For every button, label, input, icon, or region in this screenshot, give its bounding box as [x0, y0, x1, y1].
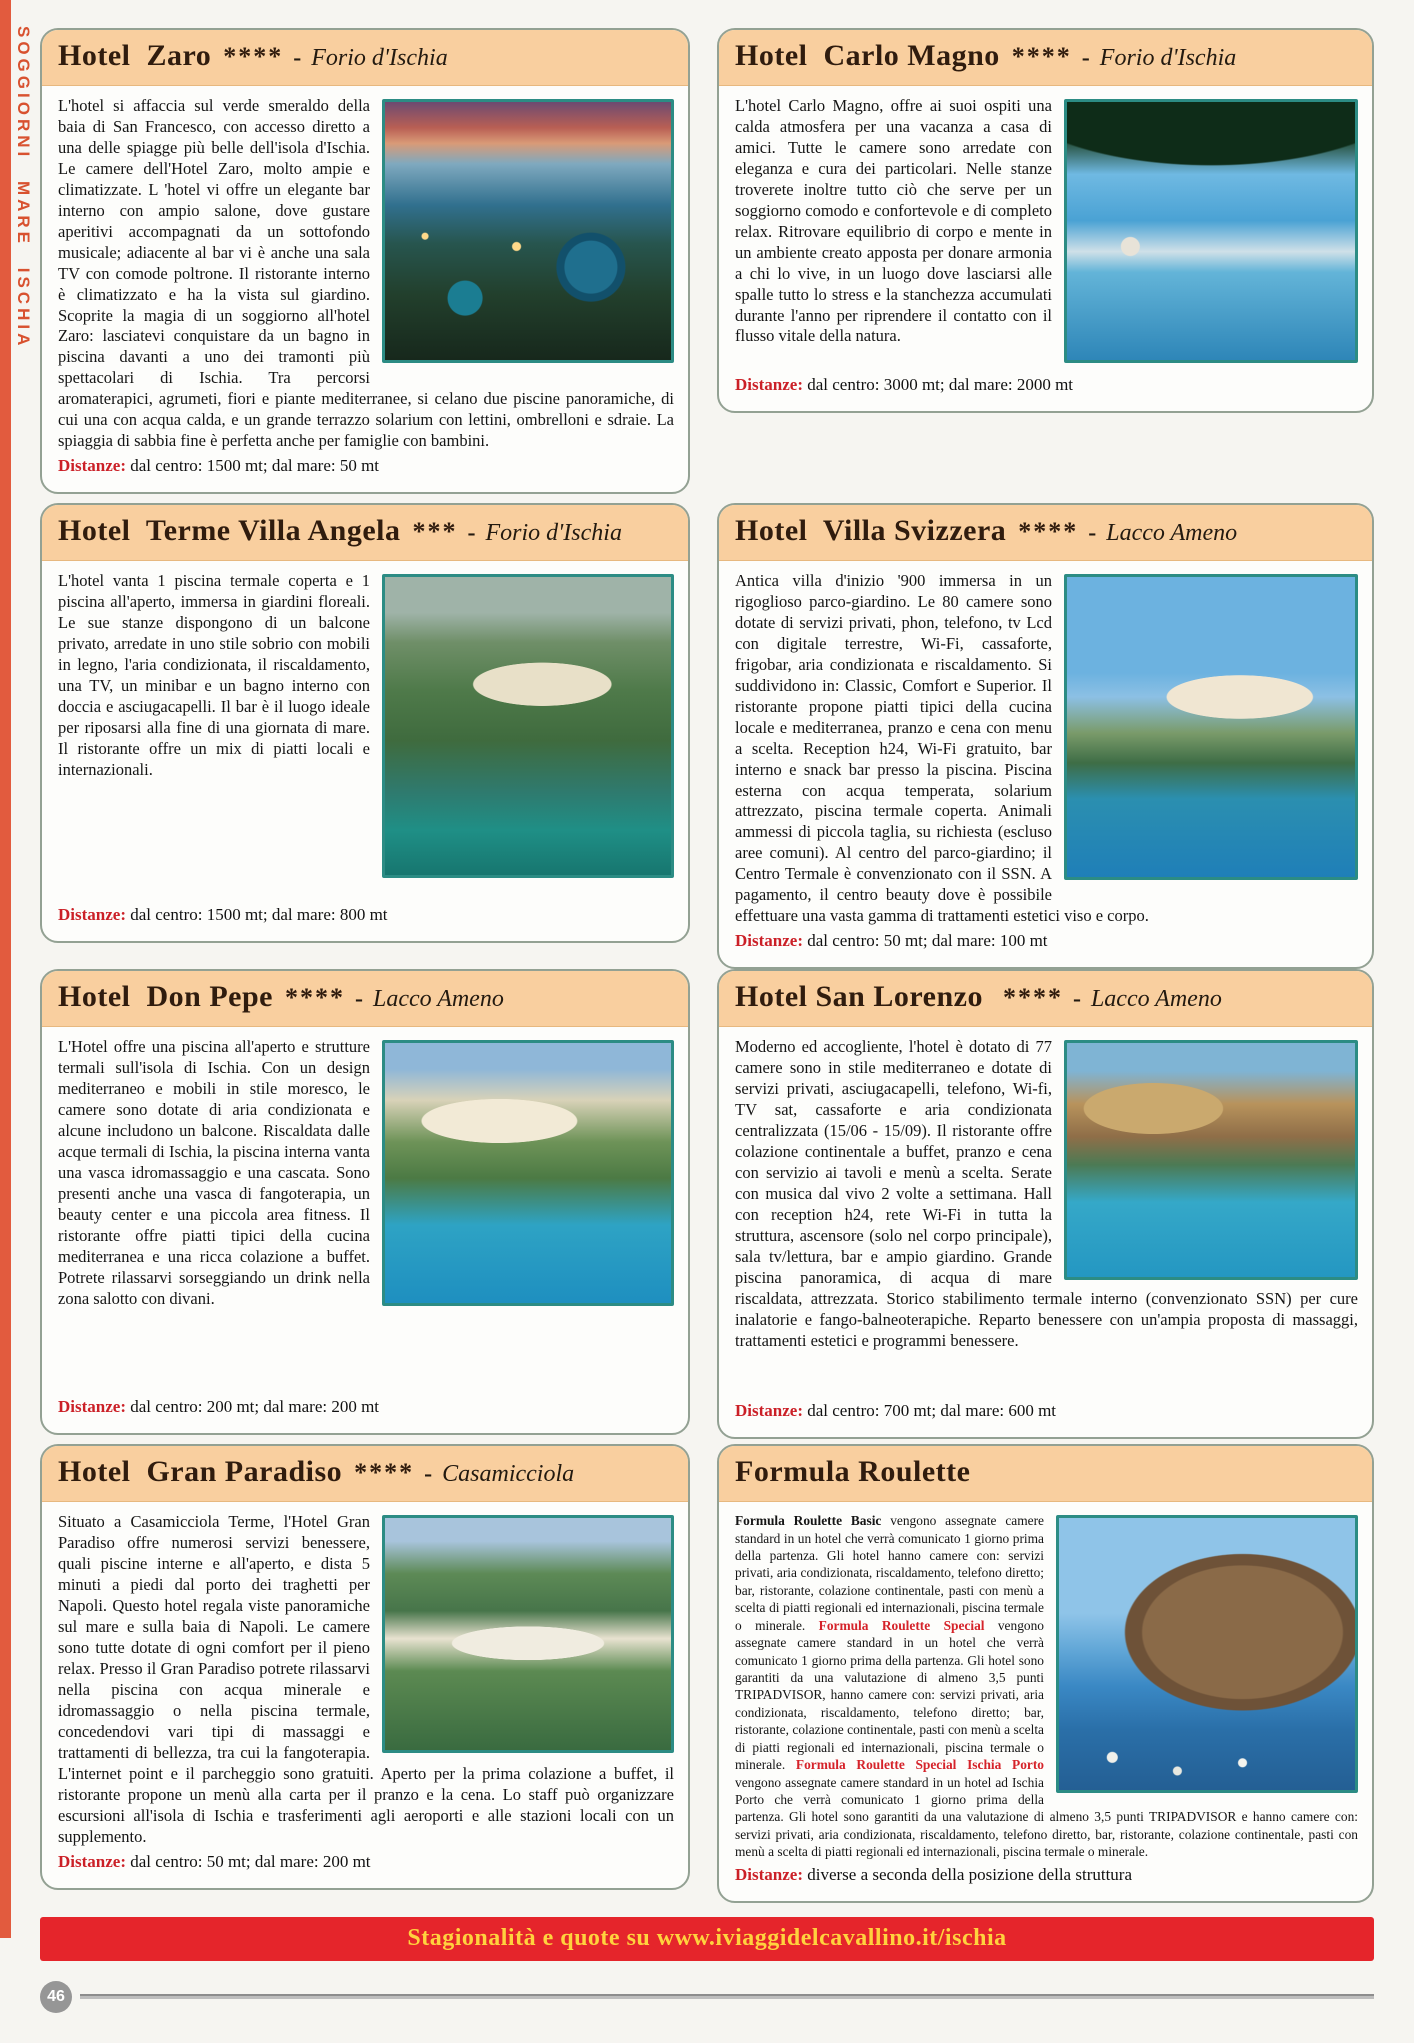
hotel-cards-grid [40, 28, 1374, 1903]
card-header [719, 971, 1372, 1027]
distances-line [42, 456, 688, 492]
distances-line [42, 1852, 688, 1888]
star-rating: **** [1002, 983, 1063, 1013]
star-rating: **** [1018, 517, 1079, 546]
page-footer [40, 1981, 1374, 2043]
title-separator: - [1081, 45, 1090, 71]
card-body [42, 1502, 688, 1852]
star-rating: **** [1011, 42, 1072, 71]
card-body [42, 561, 688, 905]
distances-label: Distanze: [58, 1397, 126, 1417]
hotel-card-terme-villa-angela [40, 503, 690, 943]
hotel-description: L'hotel vanta 1 piscina termale coperta e 1 piscina all'aperto, immersa in giardini floreali. Le sue stanze dispongono di un balcone privato, arredate in uno stile sobrio con mobili in legno, l'aria condizionata, il riscaldamento, una TV, un minibar e un bagno interno con doccia e asciugacapelli. Il bar è il luogo ideale per riposarsi alla fine di una giornata di mare. Il ristorante offre un mix di piatti locali e internazionali. [58, 571, 674, 781]
distances-line [719, 1401, 1372, 1437]
hotel-name: Hotel Gran Paradiso [58, 1455, 343, 1489]
hotel-description: Antica villa d'inizio '900 immersa in un rigoglioso parco-giardino. Le 80 camere sono dotate di servizi privati, phon, telefono, tv Lcd con digitale terrestre, Wi-Fi, cassaforte, frigobar, aria condizionata e riscaldamento. Si suddividono in: Classic, Comfort e Superior. Il ristorante propone piatti tipici della cucina locale e mediterranea, pranzo e cena con menu a scelta. Reception h24, Wi-Fi gratuito, bar interno e snack bar presso la piscina. Piscina esterna con acqua temperata, solarium attrezzato, piscina termale coperta. Animali ammessi di piccola taglia, su richiesta (escluso aree comuni). Al centro del parco-giardino; il Centro Termale è convenzionato con il SSN. A pagamento, il centro beauty dove è possibile effettuare una vasta gamma di trattamenti estetici viso e corpo. [735, 571, 1358, 927]
distances-line [42, 905, 688, 941]
hotel-photo [1064, 574, 1358, 880]
distances-value: dal centro: 700 mt; dal mare: 600 mt [807, 1401, 1057, 1421]
hotel-location: Casamicciola [442, 1461, 575, 1488]
card-body [719, 1027, 1372, 1401]
hotel-card-zaro [40, 28, 690, 494]
hotel-photo [382, 99, 674, 363]
offer-photo [1056, 1515, 1358, 1793]
offer-card-formula-roulette [717, 1444, 1374, 1902]
hotel-description: L'Hotel offre una piscina all'aperto e strutture termali sull'isola di Ischia. Con un design mediterraneo e mobili in stile moresco, le camere sono dotate di aria condizionata e alcune includono un balcone. Riscaldata dalle acque termali di Ischia, la piscina interna vanta una vasca idromassaggio e una cascata. Sono presenti anche una vasca di fangoterapia, un beauty center e una piccola area fitness. Il ristorante offre piatti tipici della cucina mediterranea e una ricca colazione a buffet. Potrete rilassarvi sorseggiando un drink nella zona salotto con divani. [58, 1037, 674, 1309]
distances-value: dal centro: 200 mt; dal mare: 200 mt [130, 1397, 380, 1417]
hotel-location: Forio d'Ischia [311, 45, 448, 71]
hotel-location: Forio d'Ischia [1099, 45, 1237, 71]
card-header [42, 971, 688, 1027]
title-separator: - [293, 45, 302, 71]
hotel-card-san-lorenzo [717, 969, 1374, 1439]
hotel-location: Lacco Ameno [1090, 986, 1222, 1013]
title-separator: - [467, 520, 476, 546]
title-separator: - [354, 986, 363, 1013]
title-separator: - [1088, 520, 1097, 546]
card-body [42, 86, 688, 456]
star-rating: **** [223, 42, 284, 71]
hotel-description: Situato a Casamicciola Terme, l'Hotel Gran Paradiso offre numerosi servizi benessere, quali piscine interne e all'aperto, e dista 5 minuti a piedi dal porto dei traghetti per Napoli. Questo hotel regala viste panoramiche sul mare e sulla baia di Napoli. Le camere sono tutte dotate di ogni comfort per il pieno relax. Presso il Gran Paradiso potrete rilassarvi nella piscina con acqua minerale e idromassaggio o nella piscina termale, concedendovi vari tipi di massaggi e trattamenti di bellezza, tra cui la fangoterapia. L'internet point e il parcheggio sono gratuiti. Aperto per la prima colazione a buffet, il ristorante propone un menù alla carta per il pranzo e la cena. Lo staff può organizzare escursioni all'isola di Ischia e trasferimenti agli aeroporti e alle stazioni locali con un supplemento. [58, 1512, 674, 1846]
distances-line [42, 1397, 688, 1433]
section-label-vertical: SOGGIORNI MARE ISCHIA [14, 26, 33, 350]
distances-value: dal centro: 1500 mt; dal mare: 800 mt [130, 905, 388, 924]
card-body [42, 1027, 688, 1397]
distances-label: Distanze: [58, 456, 126, 476]
hotel-location: Lacco Ameno [1106, 520, 1238, 546]
card-header [42, 505, 688, 561]
offer-title: Formula Roulette [735, 1455, 971, 1489]
hotel-photo [1064, 99, 1358, 363]
star-rating: **** [284, 983, 345, 1013]
card-body [719, 86, 1372, 375]
page-number-badge: 46 [40, 1981, 72, 2013]
catalog-page [40, 0, 1374, 2043]
hotel-card-carlo-magno [717, 28, 1374, 413]
card-header [719, 30, 1372, 86]
distances-label: Distanze: [735, 1864, 803, 1884]
hotel-location: Lacco Ameno [372, 986, 504, 1013]
footer-rule [80, 1994, 1374, 1999]
distances-value: dal centro: 1500 mt; dal mare: 50 mt [130, 456, 380, 476]
hotel-description: L'hotel si affaccia sul verde smeraldo della baia di San Francesco, con accesso diretto a una delle spiagge più belle dell'isola d'Ischia. Le camere dell'Hotel Zaro, molto ampie e climatizzate. L 'hotel vi offre un elegante bar interno con ampio salone, dove gustare aperitivi accompagnati da un sottofondo musicale; adiacente al bar vi è anche una sala TV con comode poltrone. Il ristorante interno è climatizzato e ha la vista sul giardino. Scoprite la magia di un soggiorno all'hotel Zaro: lasciatevi conquistare da un bagno in piscina davanti a uno dei tramonti più spettacolari di Ischia. Tra percorsi aromaterapici, agrumeti, fiori e piante mediterranee, si celano due piscine panoramiche, di cui una con acqua calda, e un grande terrazzo solarium con lettini, ombrelloni e sdraie. La spiaggia di sabbia fine è perfetta anche per famiglie con bambini. [58, 96, 674, 451]
card-header [42, 1446, 688, 1502]
hotel-photo [1064, 1040, 1358, 1280]
distances-value: dal centro: 3000 mt; dal mare: 2000 mt [807, 375, 1074, 394]
distances-label: Distanze: [58, 1852, 126, 1872]
card-header [719, 1446, 1372, 1502]
footer-banner-link[interactable]: Stagionalità e quote su www.iviaggidelcavallino.it/ischia [407, 1925, 1007, 1952]
offer-special-label: Formula Roulette Special [818, 1617, 998, 1633]
distances-line [719, 375, 1372, 411]
distances-value: dal centro: 50 mt; dal mare: 100 mt [807, 931, 1048, 951]
title-separator: - [424, 1461, 433, 1488]
hotel-name: Hotel Villa Svizzera [735, 514, 1007, 547]
hotel-description: L'hotel Carlo Magno, offre ai suoi ospiti una calda atmosfera per una vacanza a casa di amici. Tutte le camere sono arredate con eleganza e cura dei particolari. Nelle stanze troverete inoltre tutto ciò che serve per un soggiorno comodo e confortevole e di completo relax. Ritrovare equilibrio di corpo e mente in un ambiente creato apposta per donare armonia a chi lo vive, in un luogo dove lasciarsi alle spalle tutto lo stress e la stanchezza accumulati durante l'anno per riprendere il contatto con il flusso vitale della natura. [735, 96, 1358, 347]
distances-value: dal centro: 50 mt; dal mare: 200 mt [130, 1852, 371, 1872]
distances-label: Distanze: [735, 931, 803, 951]
card-body [719, 561, 1372, 931]
hotel-name: Hotel Don Pepe [58, 980, 273, 1014]
star-rating: **** [354, 1458, 415, 1488]
hotel-name: Hotel Zaro [58, 39, 212, 72]
distances-value: diverse a seconda della posizione della struttura [807, 1864, 1133, 1884]
hotel-card-gran-paradiso [40, 1444, 690, 1890]
hotel-photo [382, 1040, 674, 1306]
hotel-photo [382, 574, 674, 878]
offer-special-ischia-porto-label: Formula Roulette Special Ischia Porto [795, 1757, 1044, 1773]
distances-line [719, 931, 1372, 967]
left-edge-stripe [0, 0, 11, 1938]
offer-basic-label: Formula Roulette Basic [735, 1513, 891, 1529]
distances-label: Distanze: [735, 375, 803, 394]
hotel-description: Moderno ed accogliente, l'hotel è dotato di 77 camere sono in stile mediterraneo e dotate di servizi privati, asciugacapelli, telefono, Wi-fi, TV sat, cassaforte e aria condizionata centralizzata (15/06 - 15/09). Il ristorante offre colazione continentale a buffet, pranzo e cena con servizio ai tavoli e menù a scelta. Serate con musica dal vivo 2 volte a settimana. Hall con reception h24, rete Wi-Fi in tutta la struttura, ascensore (solo nel corpo principale), sala tv/lettura, bar e ampio giardino. Grande piscina panoramica, di acqua di mare riscaldata, attrezzata. Storico stabilimento termale interno (convenzionato SSN) per cure inalatorie e fango-balneoterapiche. Reparto benessere con un'ampia proposta di massaggi, trattamenti estetici e programmi benessere. [735, 1037, 1358, 1350]
offer-description: Formula Roulette Basic vengono assegnate camere standard in un hotel che verrà comunicato 1 giorno prima della partenza. Gli hotel hanno camere con: servizi privati, aria condizionata, riscaldamento, telefono diretto; bar, ristorante, colazione continentale, pasti con menù a scelta di piatti regionali ed internazionali, piscina termale o minerale. Formula Roulette Special vengono assegnate camere standard in un hotel che verrà comunicato 1 giorno prima della partenza. Gli hotel sono garantiti da una valutazione di almeno 3,5 punti TRIPADVISOR, hanno camere con: servizi privati, aria condizionata, riscaldamento, telefono diretto; bar, ristorante, colazione continentale, pasti con menù a scelta di piatti regionali ed internazionali, piscina termale o minerale. Formula Roulette Special Ischia Porto vengono assegnate camere standard in un hotel ad Ischia Porto che verrà comunicato 1 giorno prima della partenza. Gli hotel sono garantiti da una valutazione di almeno 3,5 punti TRIPADVISOR e hanno camere con: servizi privati, aria condizionata, riscaldamento, telefono diretto, bar, ristorante, colazione continentale, pasti con menù a scelta di piatti regionali ed internazionali, piscina termale o minerale. [735, 1513, 1358, 1860]
hotel-card-villa-svizzera [717, 503, 1374, 969]
hotel-card-don-pepe [40, 969, 690, 1435]
hotel-photo [382, 1515, 674, 1753]
card-header [719, 505, 1372, 561]
star-rating: *** [412, 517, 458, 546]
footer-banner [40, 1917, 1374, 1961]
card-body [719, 1502, 1372, 1864]
hotel-name: Hotel San Lorenzo [735, 980, 991, 1014]
distances-label: Distanze: [58, 905, 126, 924]
hotel-location: Forio d'Ischia [485, 520, 622, 546]
hotel-name: Hotel Carlo Magno [735, 39, 1000, 72]
hotel-name: Hotel Terme Villa Angela [58, 514, 401, 547]
title-separator: - [1072, 986, 1081, 1013]
distances-label: Distanze: [735, 1401, 803, 1421]
card-header [42, 30, 688, 86]
distances-line [719, 1865, 1372, 1901]
